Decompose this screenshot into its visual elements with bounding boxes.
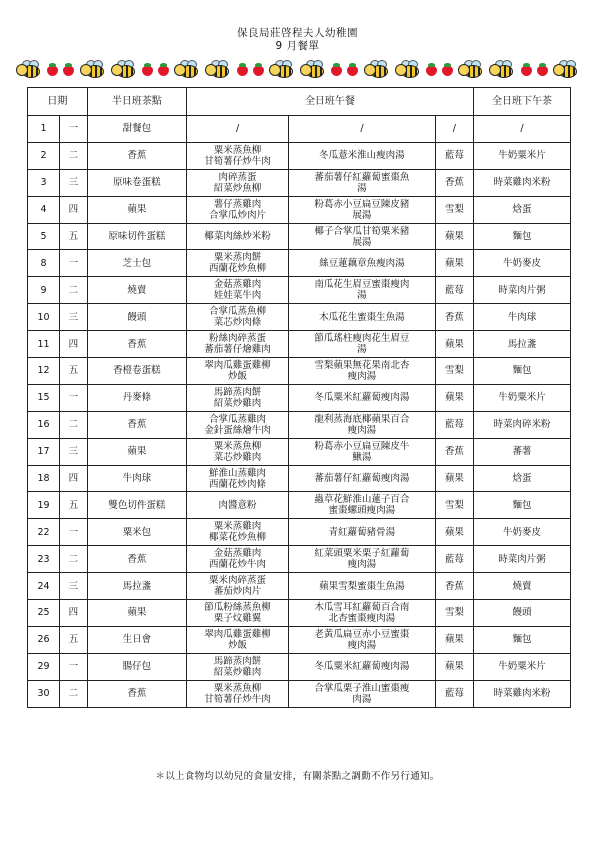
- menu-table-body: [28, 116, 571, 708]
- cell-half-day-snack: 蘋果: [87, 196, 186, 223]
- strawberry-icon: [253, 63, 264, 76]
- cell-lunch-main: 翠肉瓜雞蛋雞柳 炒飯: [186, 358, 288, 385]
- cell-lunch-fruit: 雪梨: [435, 358, 473, 385]
- cell-afternoon-tea: 時菜肉碎米粉: [473, 411, 570, 438]
- table-row: [28, 546, 571, 573]
- cell-lunch-soup: 青紅蘿蔔豬骨湯: [289, 519, 436, 546]
- strawberry-icon: [158, 63, 169, 76]
- header-half-day-snack: 半日班茶點: [87, 88, 186, 116]
- table-row: [28, 411, 571, 438]
- bee-icon: [300, 60, 326, 78]
- header-full-day-lunch: 全日班午餐: [186, 88, 473, 116]
- bee-icon: [174, 60, 200, 78]
- cell-lunch-soup: 冬瓜薏米淮山瘦肉湯: [289, 142, 436, 169]
- cell-half-day-snack: 丹麥條: [87, 384, 186, 411]
- cell-lunch-soup: 粉葛赤小豆扁豆陳皮豬 展湯: [289, 196, 436, 223]
- cell-weekday: 二: [60, 680, 88, 707]
- cell-lunch-soup: 南瓜花生眉豆蜜棗瘦肉 湯: [289, 277, 436, 304]
- cell-lunch-main: 粟米蒸魚柳 甘筍薯仔炒牛肉: [186, 680, 288, 707]
- cell-weekday: 四: [60, 600, 88, 627]
- cell-lunch-main: 合掌瓜蒸雞肉 金針蛋絲燴牛肉: [186, 411, 288, 438]
- strawberry-icon: [537, 63, 548, 76]
- cell-weekday: 五: [60, 358, 88, 385]
- cell-day: 3: [28, 169, 60, 196]
- table-row: [28, 304, 571, 331]
- cell-afternoon-tea: 時菜雞肉米粉: [473, 680, 570, 707]
- table-row: [28, 384, 571, 411]
- cell-day: 1: [28, 116, 60, 143]
- strawberry-icon: [426, 63, 437, 76]
- cell-afternoon-tea: 牛奶粟米片: [473, 384, 570, 411]
- cell-day: 12: [28, 358, 60, 385]
- cell-half-day-snack: 原味切件蛋糕: [87, 223, 186, 250]
- cell-lunch-main: 粟米蒸雞肉 椰菜花炒魚柳: [186, 519, 288, 546]
- table-row: [28, 626, 571, 653]
- cell-lunch-main: 粟米肉碎蒸蛋 蕃茄炒肉片: [186, 573, 288, 600]
- table-row: [28, 196, 571, 223]
- cell-half-day-snack: 粟米包: [87, 519, 186, 546]
- cell-lunch-main: 粟米蒸魚柳 甘筍薯仔炒牛肉: [186, 142, 288, 169]
- cell-lunch-fruit: 藍莓: [435, 411, 473, 438]
- cell-day: 8: [28, 250, 60, 277]
- bee-icon: [111, 60, 137, 78]
- strawberry-icon: [331, 63, 342, 76]
- cell-lunch-soup: 雪梨蘋果無花果南北杏 瘦肉湯: [289, 358, 436, 385]
- bee-icon: [553, 60, 579, 78]
- cell-lunch-soup: 木瓜雪耳紅蘿蔔百合南 北杏蜜棗瘦肉湯: [289, 600, 436, 627]
- bee-icon: [269, 60, 295, 78]
- cell-lunch-fruit: 藍莓: [435, 277, 473, 304]
- cell-day: 22: [28, 519, 60, 546]
- cell-half-day-snack: 香橙卷蛋糕: [87, 358, 186, 385]
- cell-afternoon-tea: 焓蛋: [473, 196, 570, 223]
- cell-weekday: 二: [60, 546, 88, 573]
- cell-lunch-main: 粟米蒸魚柳 菜芯炒雞肉: [186, 438, 288, 465]
- cell-weekday: 四: [60, 465, 88, 492]
- cell-afternoon-tea: 麵包: [473, 223, 570, 250]
- cell-day: 24: [28, 573, 60, 600]
- cell-weekday: 三: [60, 304, 88, 331]
- cell-lunch-soup: 絲豆蓮藕章魚瘦肉湯: [289, 250, 436, 277]
- cell-lunch-fruit: 香蕉: [435, 169, 473, 196]
- cell-lunch-soup: 蕃茄薯仔紅蘿蔔蜜棗魚 湯: [289, 169, 436, 196]
- cell-weekday: 三: [60, 438, 88, 465]
- strawberry-icon: [142, 63, 153, 76]
- cell-afternoon-tea: 牛奶粟米片: [473, 653, 570, 680]
- table-row: [28, 358, 571, 385]
- cell-weekday: 一: [60, 116, 88, 143]
- cell-half-day-snack: 燒賣: [87, 277, 186, 304]
- cell-weekday: 一: [60, 653, 88, 680]
- cell-lunch-main: 翠肉瓜雞蛋雞柳 炒飯: [186, 626, 288, 653]
- cell-lunch-soup: 老黃瓜扁豆赤小豆蜜棗 瘦肉湯: [289, 626, 436, 653]
- cell-day: 29: [28, 653, 60, 680]
- cell-day: 18: [28, 465, 60, 492]
- cell-afternoon-tea: 燒賣: [473, 573, 570, 600]
- cell-day: 10: [28, 304, 60, 331]
- cell-weekday: 一: [60, 519, 88, 546]
- cell-afternoon-tea: 麵包: [473, 492, 570, 519]
- cell-afternoon-tea: 時菜雞肉米粉: [473, 169, 570, 196]
- table-row: [28, 680, 571, 707]
- cell-afternoon-tea: 牛奶麥皮: [473, 519, 570, 546]
- cell-lunch-fruit: 藍莓: [435, 142, 473, 169]
- cell-afternoon-tea: 時菜肉片粥: [473, 546, 570, 573]
- table-row: [28, 169, 571, 196]
- cell-lunch-main: 鮮淮山蒸雞肉 西蘭花炒肉條: [186, 465, 288, 492]
- cell-lunch-soup: 龍利蒸海底椰蘋果百合 瘦肉湯: [289, 411, 436, 438]
- cell-lunch-soup: 蕃茄薯仔紅蘿蔔瘦肉湯: [289, 465, 436, 492]
- cell-day: 16: [28, 411, 60, 438]
- cell-lunch-main: 粟米蒸肉餅 西蘭花炒魚柳: [186, 250, 288, 277]
- cell-weekday: 四: [60, 331, 88, 358]
- cell-day: 9: [28, 277, 60, 304]
- cell-half-day-snack: 香蕉: [87, 546, 186, 573]
- cell-weekday: 一: [60, 250, 88, 277]
- cell-half-day-snack: 香蕉: [87, 142, 186, 169]
- bee-icon: [458, 60, 484, 78]
- cell-lunch-soup: 節瓜瑤柱瘦肉花生眉豆 湯: [289, 331, 436, 358]
- table-row: [28, 465, 571, 492]
- cell-lunch-fruit: 蘋果: [435, 626, 473, 653]
- cell-weekday: 五: [60, 626, 88, 653]
- cell-half-day-snack: 香蕉: [87, 331, 186, 358]
- cell-lunch-main: 馬蹄蒸肉餅 紹菜炒雞肉: [186, 384, 288, 411]
- cell-weekday: 五: [60, 492, 88, 519]
- cell-lunch-fruit: /: [435, 116, 473, 143]
- cell-weekday: 三: [60, 169, 88, 196]
- strawberry-icon: [442, 63, 453, 76]
- cell-afternoon-tea: 馬拉盞: [473, 331, 570, 358]
- cell-lunch-fruit: 蘋果: [435, 519, 473, 546]
- cell-half-day-snack: 甜餐包: [87, 116, 186, 143]
- cell-day: 30: [28, 680, 60, 707]
- bee-icon: [205, 60, 231, 78]
- cell-day: 4: [28, 196, 60, 223]
- table-row: [28, 223, 571, 250]
- cell-lunch-main: /: [186, 116, 288, 143]
- cell-afternoon-tea: 牛奶粟米片: [473, 142, 570, 169]
- table-header-row: [28, 88, 571, 116]
- cell-half-day-snack: 香蕉: [87, 411, 186, 438]
- bee-icon: [364, 60, 390, 78]
- cell-half-day-snack: 芝士包: [87, 250, 186, 277]
- cell-afternoon-tea: 焓蛋: [473, 465, 570, 492]
- cell-day: 26: [28, 626, 60, 653]
- cell-lunch-fruit: 藍莓: [435, 546, 473, 573]
- cell-lunch-fruit: 蘋果: [435, 331, 473, 358]
- cell-lunch-fruit: 雪梨: [435, 196, 473, 223]
- cell-half-day-snack: 雙色切件蛋糕: [87, 492, 186, 519]
- cell-weekday: 五: [60, 223, 88, 250]
- cell-lunch-main: 合掌瓜蒸魚柳 菜芯炒肉條: [186, 304, 288, 331]
- cell-lunch-main: 肉碎蒸蛋 紹菜炒魚柳: [186, 169, 288, 196]
- cell-lunch-soup: 蘋果雪梨蜜棗生魚湯: [289, 573, 436, 600]
- header-full-day-snack: 全日班下午茶: [473, 88, 570, 116]
- cell-half-day-snack: 蘋果: [87, 600, 186, 627]
- bee-icon: [489, 60, 515, 78]
- cell-lunch-soup: 冬瓜粟米紅蘿蔔瘦肉湯: [289, 384, 436, 411]
- cell-weekday: 二: [60, 277, 88, 304]
- decorative-border: [16, 58, 579, 80]
- strawberry-icon: [47, 63, 58, 76]
- cell-lunch-soup: 紅菜頭粟米栗子紅蘿蔔 瘦肉湯: [289, 546, 436, 573]
- cell-afternoon-tea: /: [473, 116, 570, 143]
- cell-weekday: 二: [60, 411, 88, 438]
- menu-table: [27, 87, 571, 708]
- strawberry-icon: [63, 63, 74, 76]
- cell-lunch-main: 金菇蒸雞肉 娃娃菜牛肉: [186, 277, 288, 304]
- cell-afternoon-tea: 饅頭: [473, 600, 570, 627]
- cell-day: 17: [28, 438, 60, 465]
- cell-lunch-fruit: 蘋果: [435, 384, 473, 411]
- cell-lunch-fruit: 雪梨: [435, 492, 473, 519]
- cell-lunch-fruit: 香蕉: [435, 304, 473, 331]
- cell-lunch-fruit: 蘋果: [435, 223, 473, 250]
- cell-half-day-snack: 牛肉球: [87, 465, 186, 492]
- cell-weekday: 四: [60, 196, 88, 223]
- cell-lunch-main: 椰菜肉絲炒米粉: [186, 223, 288, 250]
- cell-afternoon-tea: 時菜肉片粥: [473, 277, 570, 304]
- table-row: [28, 116, 571, 143]
- school-name: 保良局莊啓程夫人幼稚園: [237, 27, 358, 39]
- bee-icon: [16, 60, 42, 78]
- cell-lunch-soup: 蟲草花鮮淮山蓮子百合 蜜棗螺頭瘦肉湯: [289, 492, 436, 519]
- cell-half-day-snack: 原味卷蛋糕: [87, 169, 186, 196]
- bee-icon: [395, 60, 421, 78]
- cell-lunch-main: 薯仔蒸雞肉 合掌瓜炒肉片: [186, 196, 288, 223]
- cell-lunch-main: 金菇蒸雞肉 西蘭花炒牛肉: [186, 546, 288, 573]
- cell-lunch-fruit: 雪梨: [435, 600, 473, 627]
- table-row: [28, 277, 571, 304]
- cell-lunch-soup: 粉葛赤小豆扁豆陳皮牛 鰍湯: [289, 438, 436, 465]
- cell-weekday: 一: [60, 384, 88, 411]
- page-header: [0, 27, 595, 53]
- cell-lunch-soup: 冬瓜粟米紅蘿蔔瘦肉湯: [289, 653, 436, 680]
- cell-lunch-soup: /: [289, 116, 436, 143]
- table-row: [28, 142, 571, 169]
- cell-weekday: 二: [60, 142, 88, 169]
- table-row: [28, 600, 571, 627]
- cell-lunch-main: 肉醬意粉: [186, 492, 288, 519]
- cell-lunch-soup: 椰子合掌瓜甘筍粟米豬 展湯: [289, 223, 436, 250]
- menu-month-title: 9 月餐單: [275, 40, 320, 52]
- table-row: [28, 653, 571, 680]
- cell-day: 2: [28, 142, 60, 169]
- table-row: [28, 331, 571, 358]
- cell-day: 11: [28, 331, 60, 358]
- cell-day: 19: [28, 492, 60, 519]
- strawberry-icon: [347, 63, 358, 76]
- cell-lunch-soup: 木瓜花生蜜棗生魚湯: [289, 304, 436, 331]
- cell-afternoon-tea: 麵包: [473, 358, 570, 385]
- cell-afternoon-tea: 牛肉球: [473, 304, 570, 331]
- table-row: [28, 573, 571, 600]
- strawberry-icon: [521, 63, 532, 76]
- table-row: [28, 438, 571, 465]
- cell-half-day-snack: 蘋果: [87, 438, 186, 465]
- bee-icon: [80, 60, 106, 78]
- cell-afternoon-tea: 麵包: [473, 626, 570, 653]
- header-date: 日期: [28, 88, 88, 116]
- cell-lunch-main: 節瓜粉絲蒸魚柳 栗子炆雞翼: [186, 600, 288, 627]
- strawberry-icon: [237, 63, 248, 76]
- cell-lunch-main: 粉絲肉碎蒸蛋 蕃茄薯仔燴雞肉: [186, 331, 288, 358]
- table-row: [28, 250, 571, 277]
- cell-day: 25: [28, 600, 60, 627]
- cell-half-day-snack: 馬拉盞: [87, 573, 186, 600]
- cell-lunch-fruit: 香蕉: [435, 573, 473, 600]
- cell-lunch-main: 馬蹄蒸肉餅 紹菜炒雞肉: [186, 653, 288, 680]
- cell-afternoon-tea: 蕃薯: [473, 438, 570, 465]
- cell-half-day-snack: 香蕉: [87, 680, 186, 707]
- cell-day: 5: [28, 223, 60, 250]
- cell-afternoon-tea: 牛奶麥皮: [473, 250, 570, 277]
- cell-weekday: 三: [60, 573, 88, 600]
- cell-day: 23: [28, 546, 60, 573]
- table-row: [28, 519, 571, 546]
- cell-lunch-soup: 合掌瓜栗子淮山蜜棗瘦 肉湯: [289, 680, 436, 707]
- cell-lunch-fruit: 蘋果: [435, 250, 473, 277]
- cell-half-day-snack: 生日會: [87, 626, 186, 653]
- cell-day: 15: [28, 384, 60, 411]
- cell-lunch-fruit: 蘋果: [435, 465, 473, 492]
- cell-half-day-snack: 饅頭: [87, 304, 186, 331]
- footer-note: ＊以上食物均以幼兒的食量安排，有關茶點之調動不作另行通知。: [155, 771, 440, 782]
- cell-lunch-fruit: 蘋果: [435, 653, 473, 680]
- table-row: [28, 492, 571, 519]
- cell-lunch-fruit: 香蕉: [435, 438, 473, 465]
- cell-half-day-snack: 腸仔包: [87, 653, 186, 680]
- cell-lunch-fruit: 藍莓: [435, 680, 473, 707]
